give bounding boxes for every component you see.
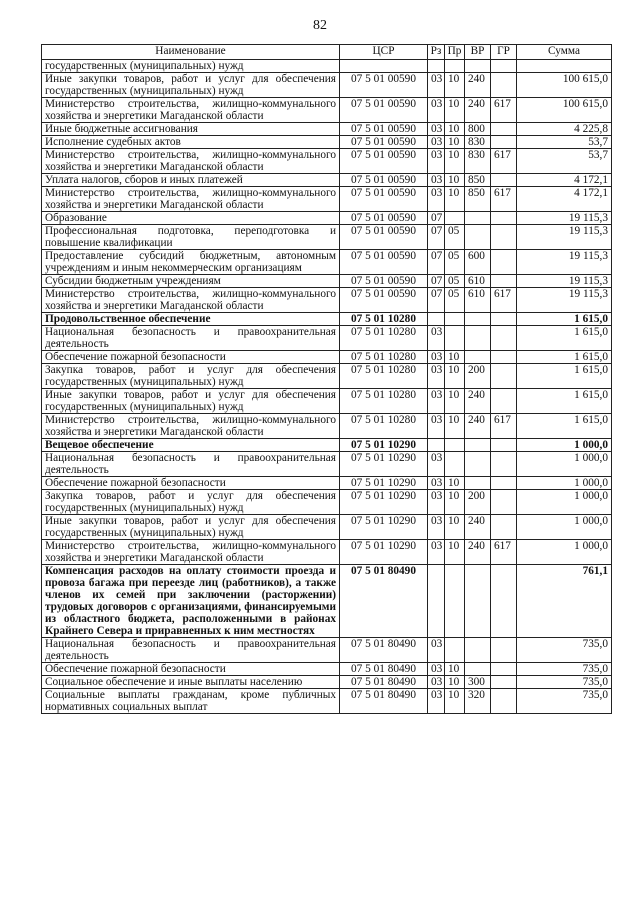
cell-vr: [465, 477, 491, 490]
cell-csr: 07 5 01 10280: [340, 364, 428, 389]
cell-name: Социальные выплаты гражданам, кроме публичных нормативных социальных выплат: [42, 689, 340, 714]
cell-pr: 10: [445, 490, 465, 515]
cell-rz: [428, 439, 445, 452]
cell-vr: 240: [465, 540, 491, 565]
cell-pr: 10: [445, 351, 465, 364]
cell-gr: [491, 389, 517, 414]
table-row: [42, 452, 612, 477]
cell-pr: 10: [445, 364, 465, 389]
cell-vr: [465, 452, 491, 477]
cell-csr: 07 5 01 00590: [340, 212, 428, 225]
table-row: [42, 98, 612, 123]
cell-rz: 07: [428, 225, 445, 250]
cell-vr: 200: [465, 364, 491, 389]
cell-vr: [465, 351, 491, 364]
cell-pr: 10: [445, 477, 465, 490]
cell-gr: 617: [491, 98, 517, 123]
cell-rz: 03: [428, 490, 445, 515]
cell-sum: 53,7: [517, 136, 612, 149]
table-row: [42, 212, 612, 225]
cell-name: Закупка товаров, работ и услуг для обеспечения государственных (муниципальных) нужд: [42, 490, 340, 515]
cell-vr: [465, 212, 491, 225]
cell-pr: 10: [445, 98, 465, 123]
cell-csr: 07 5 01 10290: [340, 439, 428, 452]
cell-rz: 03: [428, 123, 445, 136]
cell-vr: 610: [465, 275, 491, 288]
cell-pr: [445, 326, 465, 351]
cell-csr: 07 5 01 00590: [340, 98, 428, 123]
cell-vr: [465, 638, 491, 663]
cell-name: Министерство строительства, жилищно-коммунального хозяйства и энергетики Магаданской области: [42, 149, 340, 174]
cell-rz: 03: [428, 414, 445, 439]
cell-pr: [445, 60, 465, 73]
cell-csr: 07 5 01 10280: [340, 414, 428, 439]
cell-name: Исполнение судебных актов: [42, 136, 340, 149]
cell-sum: 1 615,0: [517, 414, 612, 439]
cell-gr: [491, 225, 517, 250]
cell-rz: 03: [428, 187, 445, 212]
cell-csr: 07 5 01 00590: [340, 174, 428, 187]
cell-gr: [491, 676, 517, 689]
cell-rz: [428, 313, 445, 326]
cell-name: государственных (муниципальных) нужд: [42, 60, 340, 73]
cell-pr: 10: [445, 515, 465, 540]
cell-rz: 03: [428, 174, 445, 187]
cell-name: Национальная безопасность и правоохранительная деятельность: [42, 326, 340, 351]
table-row: [42, 638, 612, 663]
cell-gr: [491, 351, 517, 364]
cell-rz: 03: [428, 540, 445, 565]
cell-gr: [491, 515, 517, 540]
cell-vr: 610: [465, 288, 491, 313]
table-row: [42, 187, 612, 212]
cell-gr: [491, 663, 517, 676]
cell-vr: 320: [465, 689, 491, 714]
cell-pr: [445, 439, 465, 452]
cell-vr: 830: [465, 136, 491, 149]
cell-pr: 10: [445, 663, 465, 676]
table-row: [42, 689, 612, 714]
cell-sum: 1 000,0: [517, 452, 612, 477]
cell-csr: 07 5 01 10290: [340, 540, 428, 565]
cell-sum: 735,0: [517, 689, 612, 714]
table-row: [42, 225, 612, 250]
cell-rz: 03: [428, 638, 445, 663]
table-row: [42, 174, 612, 187]
cell-name: Уплата налогов, сборов и иных платежей: [42, 174, 340, 187]
cell-vr: [465, 60, 491, 73]
cell-pr: 05: [445, 275, 465, 288]
header-sum: Сумма: [517, 45, 612, 60]
page-number: 82: [313, 18, 327, 33]
header-pr: Пр: [445, 45, 465, 60]
cell-gr: [491, 490, 517, 515]
cell-gr: [491, 60, 517, 73]
cell-vr: 240: [465, 414, 491, 439]
table-row: [42, 313, 612, 326]
cell-csr: 07 5 01 00590: [340, 275, 428, 288]
cell-rz: 03: [428, 136, 445, 149]
cell-name: Субсидии бюджетным учреждениям: [42, 275, 340, 288]
cell-sum: 19 115,3: [517, 275, 612, 288]
cell-sum: 19 115,3: [517, 225, 612, 250]
table-row: [42, 663, 612, 676]
cell-csr: 07 5 01 10280: [340, 326, 428, 351]
cell-sum: 1 000,0: [517, 515, 612, 540]
header-csr: ЦСР: [340, 45, 428, 60]
cell-csr: 07 5 01 10290: [340, 515, 428, 540]
cell-csr: 07 5 01 10280: [340, 313, 428, 326]
cell-gr: [491, 212, 517, 225]
cell-csr: 07 5 01 00590: [340, 288, 428, 313]
cell-pr: 10: [445, 414, 465, 439]
budget-table: [41, 44, 612, 714]
table-row: [42, 326, 612, 351]
cell-vr: 800: [465, 123, 491, 136]
cell-vr: [465, 565, 491, 638]
cell-gr: [491, 250, 517, 275]
cell-csr: 07 5 01 00590: [340, 187, 428, 212]
cell-vr: 850: [465, 187, 491, 212]
cell-rz: 07: [428, 212, 445, 225]
cell-sum: 19 115,3: [517, 250, 612, 275]
cell-sum: 1 615,0: [517, 326, 612, 351]
cell-name: Национальная безопасность и правоохранительная деятельность: [42, 638, 340, 663]
table-row: [42, 351, 612, 364]
cell-pr: 10: [445, 187, 465, 212]
cell-gr: 617: [491, 187, 517, 212]
table-row: [42, 73, 612, 98]
cell-sum: 1 000,0: [517, 477, 612, 490]
cell-rz: 03: [428, 73, 445, 98]
cell-csr: 07 5 01 10280: [340, 351, 428, 364]
cell-name: Предоставление субсидий бюджетным, автономным учреждениям и иным некоммерческим организациям: [42, 250, 340, 275]
cell-vr: [465, 225, 491, 250]
cell-gr: [491, 73, 517, 98]
cell-vr: [465, 313, 491, 326]
cell-csr: 07 5 01 80490: [340, 565, 428, 638]
cell-sum: 1 615,0: [517, 313, 612, 326]
header-vr: ВР: [465, 45, 491, 60]
cell-pr: [445, 638, 465, 663]
cell-pr: 05: [445, 225, 465, 250]
cell-sum: 761,1: [517, 565, 612, 638]
header-name: Наименование: [42, 45, 340, 60]
cell-sum: 735,0: [517, 663, 612, 676]
cell-pr: [445, 313, 465, 326]
cell-rz: 07: [428, 288, 445, 313]
cell-pr: 10: [445, 676, 465, 689]
cell-vr: 240: [465, 98, 491, 123]
cell-name: Вещевое обеспечение: [42, 439, 340, 452]
cell-vr: [465, 663, 491, 676]
cell-sum: 100 615,0: [517, 98, 612, 123]
cell-name: Иные закупки товаров, работ и услуг для обеспечения государственных (муниципальных) нужд: [42, 389, 340, 414]
cell-vr: 850: [465, 174, 491, 187]
cell-name: Закупка товаров, работ и услуг для обеспечения государственных (муниципальных) нужд: [42, 364, 340, 389]
table-row: [42, 149, 612, 174]
cell-sum: 1 000,0: [517, 490, 612, 515]
cell-name: Иные бюджетные ассигнования: [42, 123, 340, 136]
cell-csr: 07 5 01 10290: [340, 452, 428, 477]
cell-gr: [491, 326, 517, 351]
cell-rz: 03: [428, 477, 445, 490]
cell-sum: 1 000,0: [517, 540, 612, 565]
cell-rz: 03: [428, 452, 445, 477]
cell-rz: 03: [428, 515, 445, 540]
cell-sum: 53,7: [517, 149, 612, 174]
cell-rz: 03: [428, 326, 445, 351]
cell-gr: [491, 477, 517, 490]
table-row: [42, 439, 612, 452]
cell-vr: [465, 439, 491, 452]
table-row: [42, 123, 612, 136]
cell-gr: [491, 136, 517, 149]
cell-gr: 617: [491, 149, 517, 174]
cell-csr: 07 5 01 80490: [340, 676, 428, 689]
header-rz: Рз: [428, 45, 445, 60]
cell-csr: 07 5 01 80490: [340, 638, 428, 663]
cell-vr: 200: [465, 490, 491, 515]
cell-sum: 19 115,3: [517, 288, 612, 313]
cell-pr: 10: [445, 540, 465, 565]
cell-name: Национальная безопасность и правоохранительная деятельность: [42, 452, 340, 477]
cell-csr: 07 5 01 10290: [340, 490, 428, 515]
table-row: [42, 288, 612, 313]
table-row: [42, 565, 612, 638]
cell-gr: [491, 638, 517, 663]
cell-gr: [491, 439, 517, 452]
cell-sum: 1 615,0: [517, 364, 612, 389]
cell-name: Компенсация расходов на оплату стоимости проезда и провоза багажа при переезде лиц (работников), а также членов их семей при заключении (расторжении) трудовых договоров с организациями, финансируемыми из областного бюджета, расположенными в районах Крайнего Севера и приравненных к ним местностях: [42, 565, 340, 638]
cell-rz: 03: [428, 689, 445, 714]
cell-rz: [428, 60, 445, 73]
cell-name: Социальное обеспечение и иные выплаты населению: [42, 676, 340, 689]
header-gr: ГР: [491, 45, 517, 60]
cell-gr: [491, 689, 517, 714]
table-row: [42, 515, 612, 540]
cell-name: Обеспечение пожарной безопасности: [42, 351, 340, 364]
cell-rz: 03: [428, 98, 445, 123]
table-row: [42, 540, 612, 565]
table-row: [42, 364, 612, 389]
cell-name: Образование: [42, 212, 340, 225]
cell-vr: 300: [465, 676, 491, 689]
cell-pr: 10: [445, 123, 465, 136]
table-row: [42, 490, 612, 515]
cell-vr: 600: [465, 250, 491, 275]
cell-gr: [491, 364, 517, 389]
cell-gr: 617: [491, 540, 517, 565]
cell-pr: [445, 565, 465, 638]
cell-gr: 617: [491, 414, 517, 439]
cell-vr: [465, 326, 491, 351]
cell-name: Министерство строительства, жилищно-коммунального хозяйства и энергетики Магаданской области: [42, 98, 340, 123]
cell-vr: 240: [465, 73, 491, 98]
cell-name: Обеспечение пожарной безопасности: [42, 663, 340, 676]
table-row: [42, 477, 612, 490]
cell-sum: 4 225,8: [517, 123, 612, 136]
cell-rz: [428, 565, 445, 638]
table-row: [42, 136, 612, 149]
cell-rz: 03: [428, 389, 445, 414]
cell-gr: [491, 452, 517, 477]
cell-csr: 07 5 01 80490: [340, 663, 428, 676]
cell-csr: 07 5 01 00590: [340, 149, 428, 174]
cell-pr: 10: [445, 689, 465, 714]
table-body: [42, 60, 612, 714]
cell-name: Иные закупки товаров, работ и услуг для обеспечения государственных (муниципальных) нужд: [42, 73, 340, 98]
cell-gr: [491, 275, 517, 288]
cell-pr: 10: [445, 149, 465, 174]
cell-pr: 10: [445, 136, 465, 149]
table-row: [42, 60, 612, 73]
cell-name: Обеспечение пожарной безопасности: [42, 477, 340, 490]
cell-gr: 617: [491, 288, 517, 313]
table-row: [42, 414, 612, 439]
cell-pr: 05: [445, 250, 465, 275]
cell-sum: 4 172,1: [517, 187, 612, 212]
cell-csr: [340, 60, 428, 73]
cell-name: Профессиональная подготовка, переподготовка и повышение квалификации: [42, 225, 340, 250]
cell-name: Иные закупки товаров, работ и услуг для обеспечения государственных (муниципальных) нужд: [42, 515, 340, 540]
cell-rz: 03: [428, 149, 445, 174]
cell-sum: 100 615,0: [517, 73, 612, 98]
cell-name: Министерство строительства, жилищно-коммунального хозяйства и энергетики Магаданской области: [42, 187, 340, 212]
cell-sum: 735,0: [517, 676, 612, 689]
cell-pr: [445, 212, 465, 225]
cell-gr: [491, 313, 517, 326]
cell-pr: [445, 452, 465, 477]
cell-name: Министерство строительства, жилищно-коммунального хозяйства и энергетики Магаданской области: [42, 288, 340, 313]
cell-csr: 07 5 01 00590: [340, 73, 428, 98]
cell-vr: 830: [465, 149, 491, 174]
cell-sum: 1 615,0: [517, 351, 612, 364]
cell-vr: 240: [465, 515, 491, 540]
cell-sum: 735,0: [517, 638, 612, 663]
cell-name: Продовольственное обеспечение: [42, 313, 340, 326]
cell-gr: [491, 123, 517, 136]
table-row: [42, 389, 612, 414]
cell-rz: 07: [428, 275, 445, 288]
cell-csr: 07 5 01 00590: [340, 225, 428, 250]
cell-name: Министерство строительства, жилищно-коммунального хозяйства и энергетики Магаданской области: [42, 414, 340, 439]
cell-rz: 07: [428, 250, 445, 275]
cell-sum: 19 115,3: [517, 212, 612, 225]
cell-sum: 1 615,0: [517, 389, 612, 414]
cell-pr: 10: [445, 389, 465, 414]
cell-gr: [491, 565, 517, 638]
header-row: [42, 45, 612, 60]
cell-csr: 07 5 01 80490: [340, 689, 428, 714]
cell-csr: 07 5 01 00590: [340, 250, 428, 275]
cell-rz: 03: [428, 663, 445, 676]
cell-rz: 03: [428, 351, 445, 364]
cell-pr: 05: [445, 288, 465, 313]
cell-csr: 07 5 01 10290: [340, 477, 428, 490]
cell-csr: 07 5 01 00590: [340, 123, 428, 136]
cell-name: Министерство строительства, жилищно-коммунального хозяйства и энергетики Магаданской области: [42, 540, 340, 565]
cell-pr: 10: [445, 174, 465, 187]
cell-vr: 240: [465, 389, 491, 414]
cell-pr: 10: [445, 73, 465, 98]
cell-gr: [491, 174, 517, 187]
table-row: [42, 275, 612, 288]
cell-sum: 1 000,0: [517, 439, 612, 452]
cell-rz: 03: [428, 364, 445, 389]
cell-rz: 03: [428, 676, 445, 689]
table-row: [42, 676, 612, 689]
table-row: [42, 250, 612, 275]
cell-sum: [517, 60, 612, 73]
cell-csr: 07 5 01 10280: [340, 389, 428, 414]
cell-sum: 4 172,1: [517, 174, 612, 187]
cell-csr: 07 5 01 00590: [340, 136, 428, 149]
